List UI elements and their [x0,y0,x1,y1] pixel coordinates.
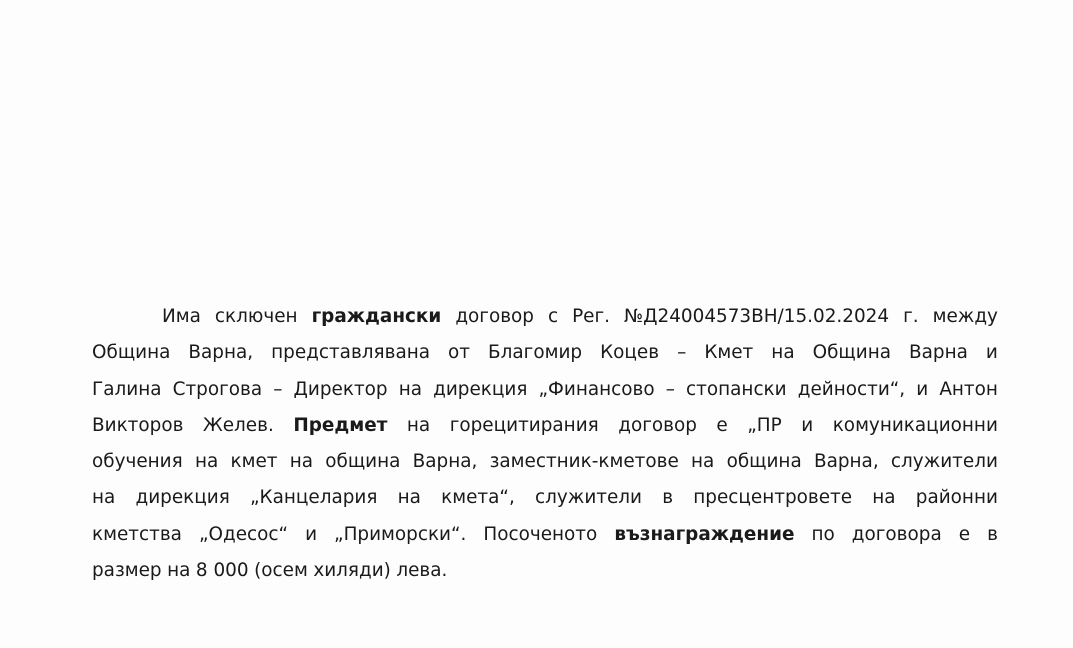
word: Директор [293,378,388,400]
word: „ПР [747,414,782,436]
word: по [811,523,835,545]
word: обучения [92,451,183,473]
word: „Финансово [538,378,655,400]
word: „Приморски“. [334,523,467,545]
word: и [801,414,814,436]
word: №Д24004573ВН/15.02.2024 [624,306,890,327]
word: на [406,414,431,436]
word: и [305,523,318,545]
word: стопански [686,378,787,400]
word: Община [812,342,891,364]
word: община [726,451,802,473]
word: горецитирания [449,414,599,436]
word: договора [851,523,942,545]
word: „Одесос“ [198,523,289,545]
word: и [916,378,929,400]
word: Варна [909,342,968,364]
word: Кмет [704,342,754,364]
word: дирекция [135,487,230,509]
contract-paragraph [92,306,998,596]
word: Коцев [600,342,660,364]
word: служители [890,451,998,473]
word: лева. [396,560,448,582]
word: – [273,378,283,400]
word: дирекция [433,378,528,400]
word: 8 000 [195,560,249,582]
word: кмет [230,451,278,473]
word: кмета“, [441,487,515,509]
word: договор [618,414,697,436]
word: в [662,487,674,509]
word: кметства [92,523,182,545]
word: Строгова [172,378,263,400]
word: на [167,560,191,582]
word: Антон [939,378,998,400]
word: Рег. [572,306,611,327]
word: „Канцелария [250,487,378,509]
word: и [985,342,998,364]
paragraph-line [92,306,998,342]
word: на [289,451,314,473]
word: договор [455,306,534,327]
paragraph-line [92,415,998,451]
paragraph-line [92,451,998,487]
word: община [325,451,401,473]
word: на [398,378,423,400]
word: с [547,306,559,327]
word: Галина [92,378,162,400]
paragraph-line [92,487,998,523]
word: от [448,342,470,364]
word: на [771,342,795,364]
word: на [397,487,421,509]
word: е [958,523,971,545]
word: размер [92,560,162,582]
word: Община [92,342,171,364]
word: служители [535,487,643,509]
word: – [665,378,675,400]
word: на [691,451,715,473]
word: комуникационни [832,414,998,436]
bold-word: Предмет [293,414,388,436]
word: на [872,487,896,509]
word: Варна, [188,342,254,364]
word: Варна, [813,451,879,473]
bold-word: възнаграждение [614,523,795,545]
word: е [716,414,728,436]
word: в [987,523,998,545]
paragraph-line [92,524,998,560]
word: г. [903,306,919,327]
word: районни [915,487,998,509]
word: хиляди) [313,560,391,582]
word: представлявана [271,342,431,364]
word: заместник-кметове [489,451,679,473]
word: Посоченото [483,523,598,545]
bold-word: граждански [311,306,442,327]
paragraph-line [92,379,998,415]
word: (осем [254,560,308,582]
word: пресцентровете [693,487,853,509]
word: Желев. [202,414,274,436]
word: на [194,451,219,473]
word: дейности“, [797,378,906,400]
word: – [677,342,687,364]
word: Има [162,306,201,327]
word: Благомир [488,342,583,364]
word: Викторов [92,414,184,436]
word: между [932,306,998,327]
paragraph-line [92,342,998,378]
word: сключен [214,306,298,327]
paragraph-line [92,560,998,596]
word: на [92,487,116,509]
word: Варна, [412,451,478,473]
